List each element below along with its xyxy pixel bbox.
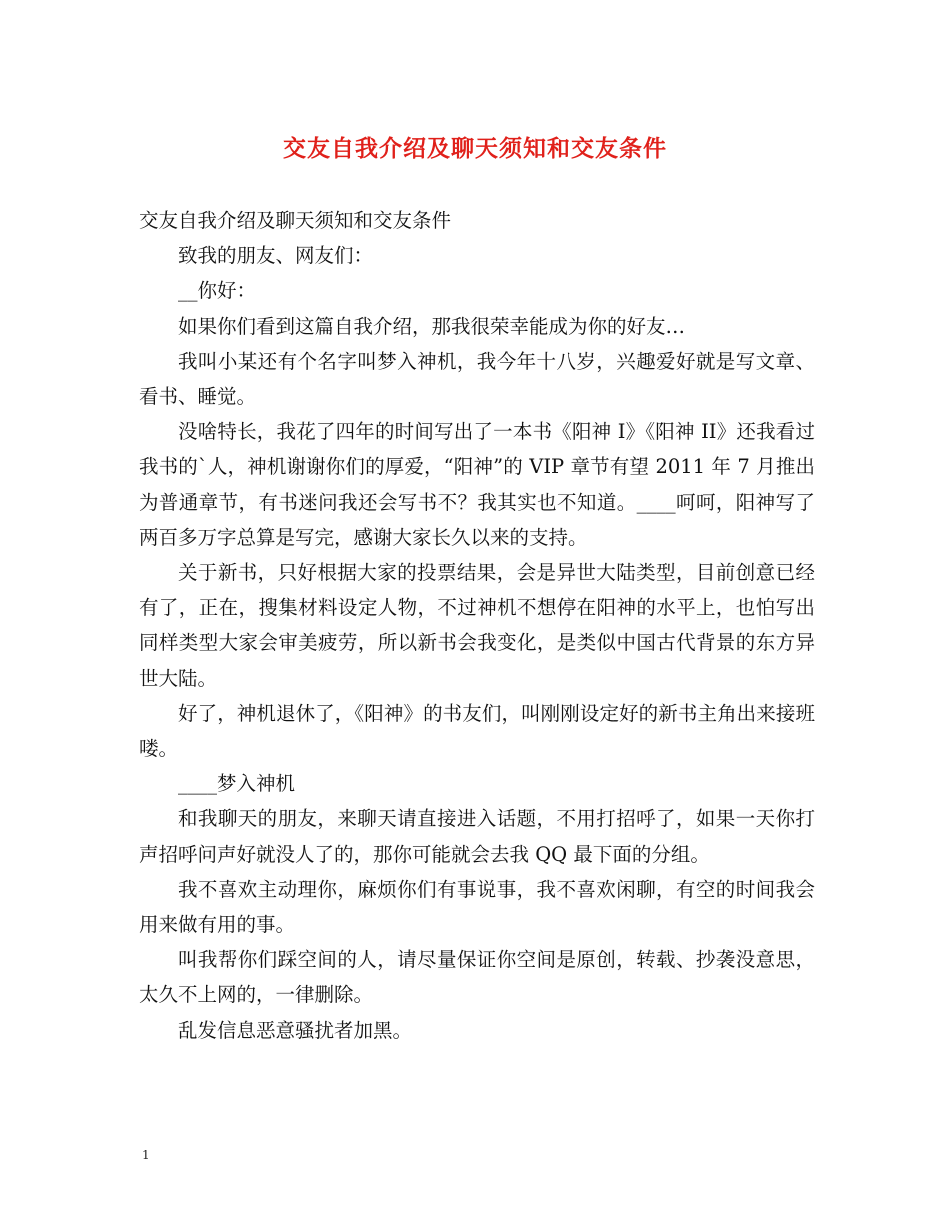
paragraph-qzone: 叫我帮你们踩空间的人，请尽量保证你空间是原创，转载、抄袭没意思，太久不上网的，一律删除。 (139, 948, 815, 1007)
paragraph-intro: 如果你们看到这篇自我介绍，那我很荣幸能成为你的好友… (178, 314, 686, 338)
paragraph-books: 没啥特长，我花了四年的时间写出了一本书《阳神 I》《阳神 II》还我看过我书的`人，神机谢谢你们的厚爱，“阳神”的 VIP 章节有望 2011 年 7 月推出为普通章节，有书迷问我还会写书不？我其实也不知道。____呵呵，阳神写了两百多万字总算是写完，感谢大家长久以来的支持。 (139, 420, 815, 549)
document-body (139, 203, 815, 1048)
paragraph-greeting-recipients: 致我的朋友、网友们： (178, 244, 374, 268)
paragraph-signature: ____梦入神机 (178, 772, 296, 796)
paragraph-self-intro: 我叫小某还有个名字叫梦入神机，我今年十八岁，兴趣爱好就是写文章、看书、睡觉。 (139, 349, 815, 409)
paragraph-no-small-talk: 我不喜欢主动理你，麻烦你们有事说事，我不喜欢闲聊，有空的时间我会用来做有用的事。 (139, 877, 815, 937)
paragraph-chat-rules: 和我聊天的朋友，来聊天请直接进入话题，不用打招呼了，如果一天你打声招呼问声好就没人了的，那你可能就会去我 QQ 最下面的分组。 (139, 807, 815, 866)
paragraph-heading: 交友自我介绍及聊天须知和交友条件 (139, 209, 452, 232)
page-number: 1 (142, 1148, 150, 1162)
page-title: 交友自我介绍及聊天须知和交友条件 (283, 135, 667, 162)
paragraph-blacklist: 乱发信息恶意骚扰者加黑。 (178, 1018, 413, 1042)
paragraph-new-book: 关于新书，只好根据大家的投票结果，会是异世大陆类型，目前创意已经有了，正在，搜集材料设定人物，不过神机不想停在阳神的水平上，也怕写出同样类型大家会审美疲劳，所以新书会我变化，是类似中国古代背景的东方异世大陆。 (139, 561, 815, 690)
paragraph-hello: __你好： (178, 279, 257, 303)
paragraph-retire: 好了，神机退休了，《阳神》的书友们，叫刚刚设定好的新书主角出来接班喽。 (139, 701, 815, 761)
